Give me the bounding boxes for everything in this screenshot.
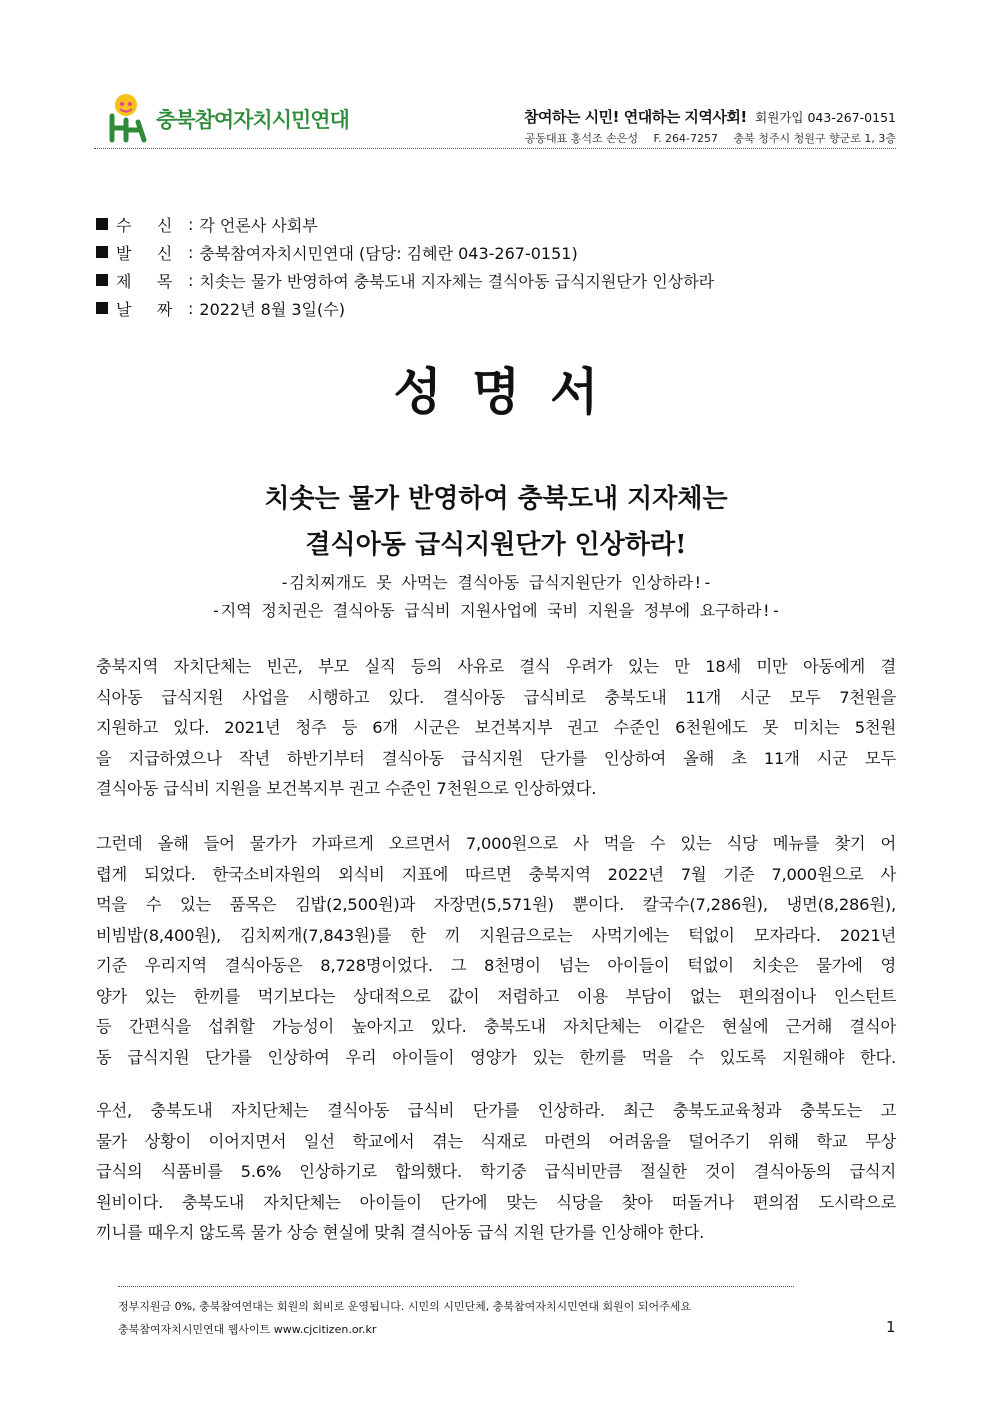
square-bullet-icon (96, 218, 108, 230)
paragraph-line: 원비이다. 충북도내 자치단체는 아이들이 단가에 맞는 식당을 찾아 떠돌거나 편의점 도시락으로 (96, 1192, 896, 1212)
square-bullet-icon (96, 302, 108, 314)
paragraph-line: 식아동 급식지원 사업을 시행하고 있다. 결식아동 급식비로 충북도내 11개 시군 모두 7천원을 (96, 687, 896, 707)
footer-divider (118, 1286, 794, 1287)
meta-value: 각 언론사 사회부 (199, 215, 318, 235)
header-slogan-line (524, 106, 896, 127)
meta-colon: : (188, 270, 194, 290)
address: 충북 청주시 청원구 향군로 1, 3층 (733, 132, 896, 145)
header-divider (94, 148, 896, 149)
paragraph-line: 기준 우리지역 결식아동은 8,728명이었다. 그 8천명이 넘는 아이들이 턱없이 치솟은 물가에 영 (96, 956, 896, 975)
logo-mark-icon (104, 92, 150, 144)
headline-line-2: 결식아동 급식지원단가 인상하라! (305, 530, 687, 560)
org-name: 충북참여자치시민연대 (156, 108, 349, 132)
subheadline-2: -지역 정치권은 결식아동 급식비 지원사업에 국비 지원을 정부에 요구하라!- (211, 601, 781, 620)
page-number: 1 (886, 1318, 896, 1336)
slogan: 참여하는 시민! 연대하는 지역사회! (524, 108, 747, 126)
paragraph-line: 우선, 충북도내 자치단체는 결식아동 급식비 단가를 인상하라. 최근 충북도교육청과 충북도는 고 (96, 1101, 896, 1120)
document-title: 성명서 (393, 363, 629, 421)
paragraph-line: 그런데 올해 들어 물가가 가파르게 오르면서 7,000원으로 사 먹을 수 있는 식당 메뉴를 찾기 어 (96, 834, 896, 853)
paragraph-1 (96, 652, 896, 805)
paragraph-line: 지원하고 있다. 2021년 청주 등 6개 시군은 보건복지부 권고 수준인 6천원에도 못 미치는 5천원 (96, 718, 896, 737)
paragraph-line: 등 간편식을 섭취할 가능성이 높아지고 있다. 충북도내 자치단체는 이같은 현실에 근거해 결식아 (96, 1017, 896, 1036)
meta-value: 충북참여자치시민연대 (담당: 김혜란 043-267-0151) (199, 243, 578, 263)
meta-value: 치솟는 물가 반영하여 충북도내 지자체는 결식아동 급식지원단가 인상하라 (199, 271, 715, 291)
square-bullet-icon (96, 246, 108, 258)
footer-website: 충북참여자치시민연대 웹사이트 www.cjcitizen.or.kr (118, 1323, 377, 1336)
subheadline-1: -김치찌개도 못 사먹는 결식아동 급식지원단가 인상하라!- (279, 573, 713, 592)
meta-row-date (96, 294, 714, 322)
paragraph-line: 급식의 식품비를 5.6% 인상하기로 합의했다. 학기중 급식비만큼 절실한 것이 결식아동의 급식지 (96, 1162, 896, 1181)
square-bullet-icon (96, 274, 108, 286)
paragraph-line: 비빔밥(8,400원), 김치찌개(7,843원)를 한 끼 지원금으로는 사먹기에는 턱없이 모자라다. 2021년 (96, 925, 896, 945)
meta-label: 수 신 (116, 215, 173, 235)
meta-colon: : (188, 214, 194, 234)
meta-label: 발 신 (116, 243, 173, 263)
org-logo (104, 92, 374, 142)
paragraph-2 (96, 829, 896, 1073)
paragraph-3 (96, 1096, 896, 1249)
header-subinfo (513, 130, 896, 146)
headline-line-1: 치솟는 물가 반영하여 충북도내 지자체는 (264, 484, 728, 514)
paragraph-line: 끼니를 때우지 않도록 물가 상승 현실에 맞춰 결식아동 급식 지원 단가를 인상해야 한다. (96, 1223, 705, 1242)
meta-value: 2022년 8월 3일(수) (199, 299, 345, 319)
fax-number: F. 264-7257 (653, 132, 718, 145)
paragraph-line: 양가 있는 한끼를 먹기보다는 상대적으로 값이 저렴하고 이용 부담이 없는 편의점이나 인스턴트 (96, 986, 896, 1006)
representatives: 공동대표 홍석조 손은성 (524, 132, 638, 145)
paragraph-line: 물가 상황이 이어지면서 일선 학교에서 겪는 식재로 마련의 어려움을 덜어주기 위해 학교 무상 (96, 1131, 896, 1151)
meta-colon: : (188, 298, 194, 318)
meta-label: 제 목 (116, 271, 173, 291)
paragraph-line: 먹을 수 있는 품목은 김밥(2,500원)과 자장면(5,571원) 뿐이다. 칼국수(7,286원), 냉면(8,286원), (96, 895, 896, 914)
meta-row-subject (96, 266, 714, 294)
paragraph-line: 동 급식지원 단가를 인상하여 우리 아이들이 영양가 있는 한끼를 먹을 수 있도록 지원해야 한다. (96, 1047, 896, 1067)
meta-row-from (96, 238, 714, 266)
paragraph-line: 을 지급하였으나 작년 하반기부터 결식아동 급식지원 단가를 인상하여 올해 초 11개 시군 모두 (96, 748, 896, 768)
paragraph-line: 렵게 되었다. 한국소비자원의 외식비 지표에 따르면 충북지역 2022년 7월 기준 7,000원으로 사 (96, 864, 896, 884)
meta-row-to (96, 210, 714, 238)
meta-colon: : (188, 242, 194, 262)
footer-notice: 정부지원금 0%, 충북참여연대는 회원의 회비로 운영됩니다. 시민의 시민단체, 충북참여자치시민연대 회원이 되어주세요 (118, 1300, 691, 1313)
paragraph-line: 충북지역 자치단체는 빈곤, 부모 실직 등의 사유로 결식 우려가 있는 만 18세 미만 아동에게 결 (96, 657, 896, 676)
memo-meta (96, 210, 714, 322)
membership-contact: 회원가입 043-267-0151 (755, 110, 896, 125)
meta-label: 날 짜 (116, 299, 173, 319)
paragraph-line: 결식아동 급식비 지원을 보건복지부 권고 수준인 7천원으로 인상하였다. (96, 779, 597, 798)
